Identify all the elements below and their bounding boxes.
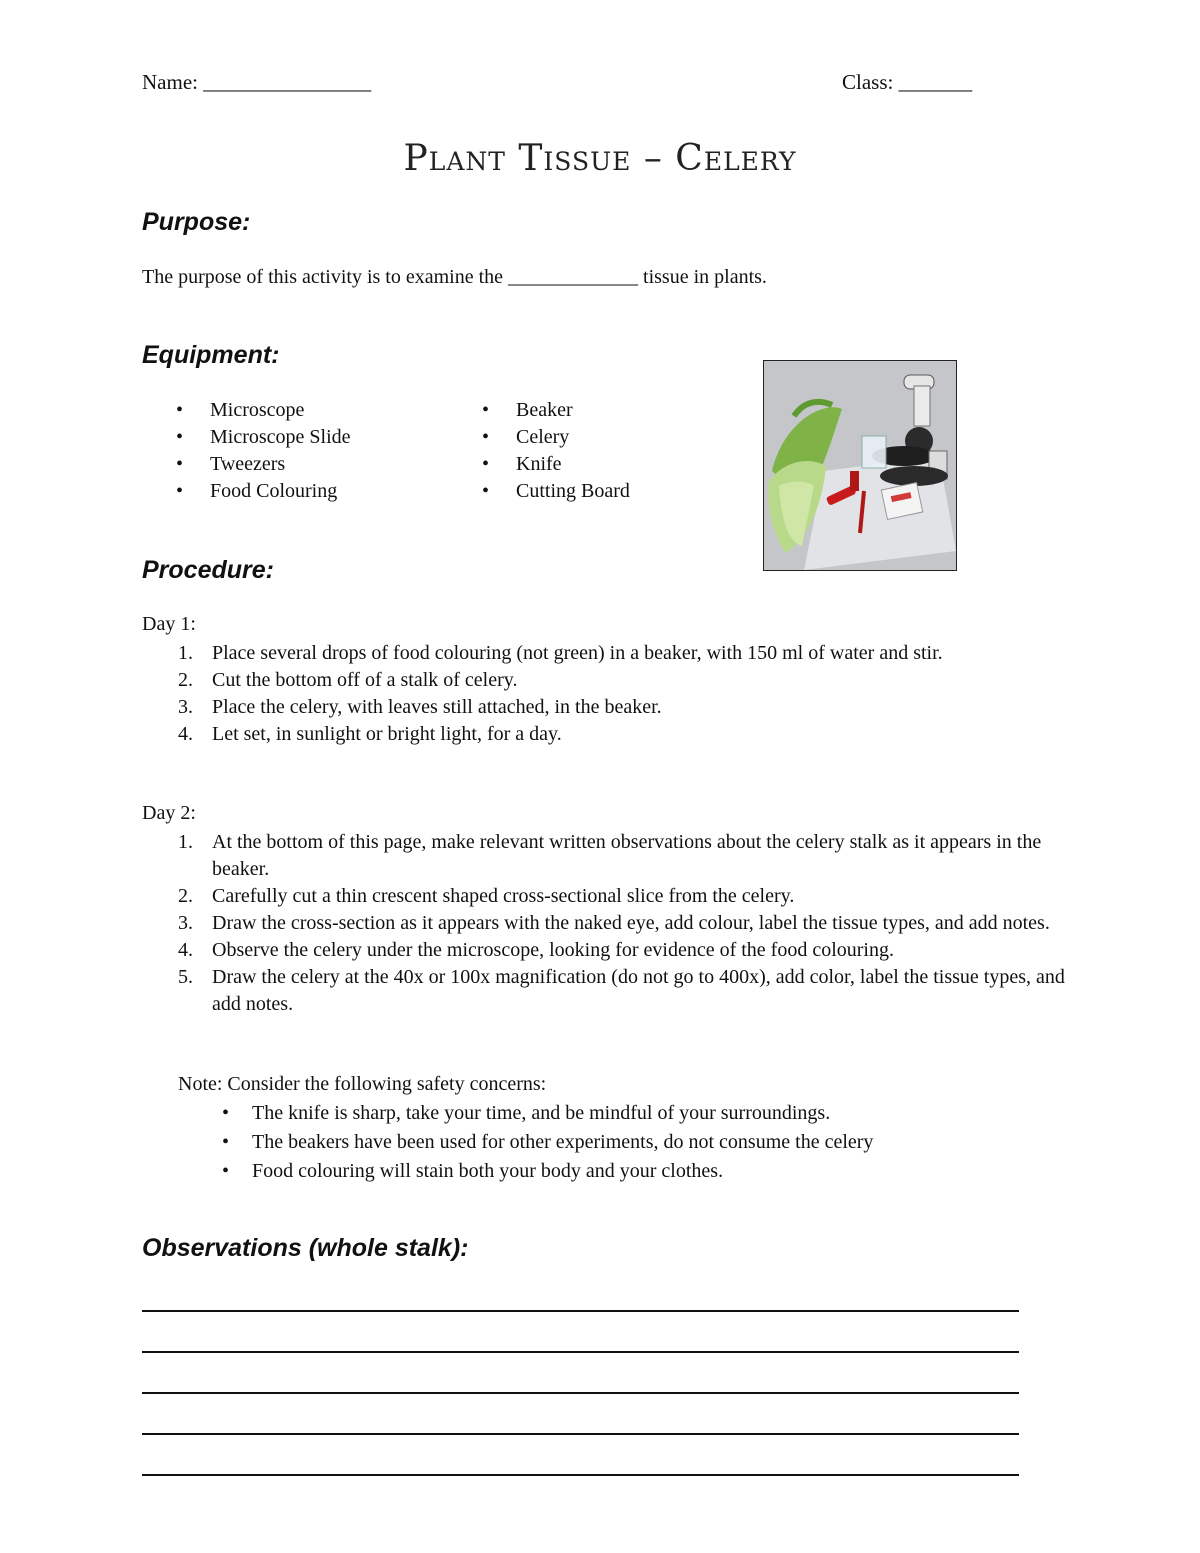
bullet-icon: • (482, 453, 490, 475)
equipment-list-column-2 (482, 397, 630, 505)
list-item (142, 883, 1072, 910)
observations-heading: Observations (whole stalk): (142, 1234, 469, 1262)
step-text: Place the celery, with leaves still attached, in the beaker. (212, 696, 662, 718)
equipment-heading: Equipment: (142, 341, 280, 369)
bullet-icon: • (222, 1102, 230, 1124)
equipment-item: Knife (516, 453, 562, 475)
bullet-icon: • (176, 453, 184, 475)
step-number: 3. (178, 912, 193, 934)
step-number: 1. (178, 831, 193, 853)
step-text: Draw the cross-section as it appears with the naked eye, add colour, label the tissue types, and add notes. (212, 912, 1050, 934)
safety-note: Note: Consider the following safety concerns: (178, 1073, 547, 1095)
equipment-list-column-1 (176, 397, 351, 505)
day-1-steps (142, 640, 1072, 748)
page-title: Plant Tissue – Celery (403, 138, 797, 179)
answer-line[interactable] (142, 1392, 1019, 1394)
list-item (176, 478, 351, 505)
bullet-icon: • (482, 480, 490, 502)
answer-line[interactable] (142, 1474, 1019, 1476)
list-item (176, 451, 351, 478)
equipment-item: Tweezers (210, 453, 286, 475)
list-item (142, 829, 1072, 883)
step-number: 5. (178, 966, 193, 988)
safety-item: Food colouring will stain both your body and your clothes. (252, 1160, 724, 1182)
purpose-text: The purpose of this activity is to examine the _____________ tissue in plants. (142, 266, 767, 288)
equipment-item: Celery (516, 426, 570, 448)
step-text: Carefully cut a thin crescent shaped cross-sectional slice from the celery. (212, 885, 795, 907)
list-item (482, 451, 630, 478)
list-item (176, 424, 351, 451)
bullet-icon: • (222, 1160, 230, 1182)
step-text: Cut the bottom off of a stalk of celery. (212, 669, 518, 691)
list-item (482, 397, 630, 424)
class-field[interactable]: Class: _______ (842, 70, 973, 94)
list-item (142, 694, 1072, 721)
step-number: 1. (178, 642, 193, 664)
list-item (482, 478, 630, 505)
procedure-heading: Procedure: (142, 556, 274, 584)
answer-line[interactable] (142, 1351, 1019, 1353)
safety-item: The knife is sharp, take your time, and be mindful of your surroundings. (252, 1102, 831, 1124)
header-row (142, 70, 1002, 100)
step-text: Draw the celery at the 40x or 100x magnification (do not go to 400x), add color, label the tissue types, and add notes. (212, 966, 1065, 1015)
list-item (142, 721, 1072, 748)
step-number: 4. (178, 723, 193, 745)
step-number: 4. (178, 939, 193, 961)
equipment-photo-illustration (764, 361, 956, 570)
list-item (178, 1157, 1058, 1186)
bullet-icon: • (222, 1131, 230, 1153)
step-number: 2. (178, 669, 193, 691)
list-item (178, 1099, 1058, 1128)
step-text: Observe the celery under the microscope, looking for evidence of the food colouring. (212, 939, 894, 961)
purpose-heading: Purpose: (142, 208, 251, 236)
name-field[interactable]: Name: ________________ (142, 70, 372, 94)
list-item (142, 667, 1072, 694)
list-item (142, 964, 1072, 1018)
equipment-item: Food Colouring (210, 480, 338, 502)
answer-line[interactable] (142, 1310, 1019, 1312)
safety-list (178, 1099, 1058, 1186)
list-item (142, 640, 1072, 667)
list-item (176, 397, 351, 424)
list-item (178, 1128, 1058, 1157)
step-number: 3. (178, 696, 193, 718)
bullet-icon: • (482, 426, 490, 448)
list-item (142, 937, 1072, 964)
safety-item: The beakers have been used for other experiments, do not consume the celery (252, 1131, 874, 1153)
equipment-item: Cutting Board (516, 480, 630, 502)
equipment-item: Beaker (516, 399, 573, 421)
day-2-label: Day 2: (142, 802, 196, 824)
list-item (142, 910, 1072, 937)
list-item (482, 424, 630, 451)
bullet-icon: • (176, 480, 184, 502)
step-text: At the bottom of this page, make relevant written observations about the celery stalk as it appears in the beaker. (212, 831, 1042, 880)
bullet-icon: • (176, 426, 184, 448)
day-2-steps (142, 829, 1072, 1018)
day-1-label: Day 1: (142, 613, 196, 635)
equipment-item: Microscope (210, 399, 305, 421)
step-number: 2. (178, 885, 193, 907)
equipment-photo (763, 360, 957, 571)
bullet-icon: • (176, 399, 184, 421)
equipment-item: Microscope Slide (210, 426, 351, 448)
step-text: Let set, in sunlight or bright light, for a day. (212, 723, 562, 745)
step-text: Place several drops of food colouring (not green) in a beaker, with 150 ml of water and stir. (212, 642, 943, 664)
bullet-icon: • (482, 399, 490, 421)
answer-line[interactable] (142, 1433, 1019, 1435)
